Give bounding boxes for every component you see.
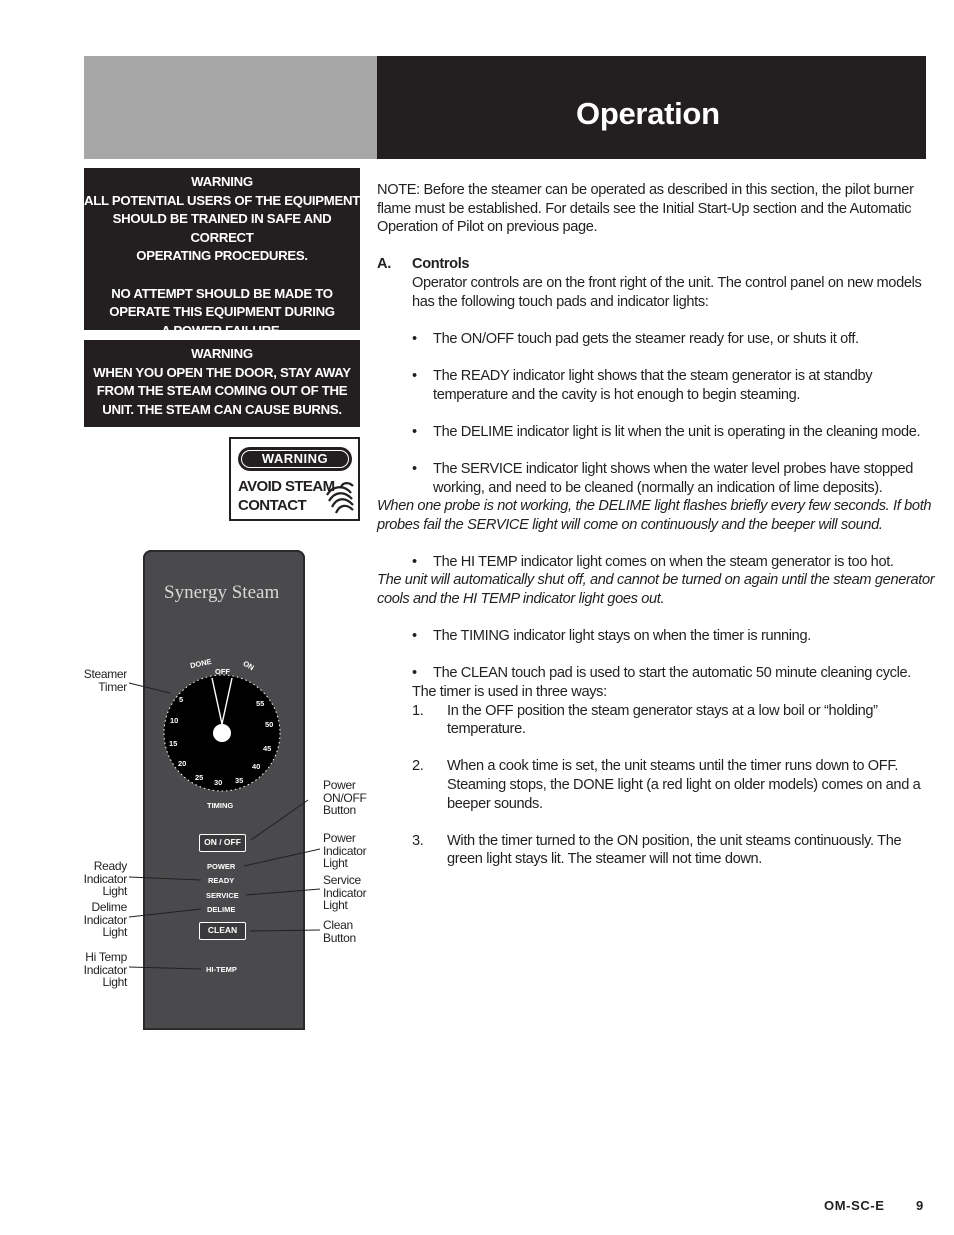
dial-number: 20 bbox=[178, 759, 187, 768]
dial-number: 15 bbox=[169, 739, 178, 748]
callout-line: Button bbox=[323, 930, 356, 945]
callout-line: Light bbox=[102, 925, 127, 939]
timer-intro: The timer is used in three ways: bbox=[412, 684, 607, 701]
footer-doc-id: OM-SC-E bbox=[824, 1198, 885, 1213]
step-text: When a cook time is set, the unit steams until the timer runs down to OFF. Steaming stops, the DONE light (a red light on older models) comes on and a beeper sounds. bbox=[447, 758, 921, 812]
dial-number: 35 bbox=[235, 776, 244, 785]
section-title: Controls bbox=[412, 256, 470, 273]
list-item-text: The SERVICE indicator light shows when the water level probes have stopped working, and need to be cleaned (normally an indication of lime deposits). bbox=[433, 460, 914, 496]
callout-line: Delime bbox=[91, 900, 127, 914]
warning-line: FROM THE STEAM COMING OUT OF THE bbox=[96, 383, 348, 399]
pilot-note: NOTE: Before the steamer can be operated as described in this section, the pilot burner flame must be established. For details see the Initial Start-Up section and the Automatic Operation of Pilot on previous page. bbox=[377, 182, 914, 236]
callout-line: Steamer bbox=[83, 667, 127, 681]
delime-indicator-light: DELIME bbox=[207, 905, 236, 914]
sign-header-text: WARNING bbox=[241, 450, 349, 468]
list-item: • The DELIME indicator light is lit when the unit is operating in the cleaning mode. bbox=[412, 423, 937, 442]
step-number: 2. bbox=[412, 758, 424, 775]
hi-temp-note: The unit will automatically shut off, and cannot be turned on again until the steam generator cools and the HI TEMP indicator light goes out. bbox=[377, 572, 935, 608]
brand-logo: Synergy Steam bbox=[164, 582, 280, 603]
warning-line: A POWER FAILURE. bbox=[161, 322, 283, 338]
numbered-item bbox=[412, 832, 937, 869]
callout-steamer-timer bbox=[66, 668, 127, 693]
callout-line: Indicator bbox=[83, 962, 127, 977]
dial-off-label: OFF bbox=[215, 667, 230, 676]
dial-number: 30 bbox=[214, 778, 223, 787]
callout-line: Light bbox=[102, 884, 127, 898]
page-title: Operation bbox=[576, 96, 720, 131]
callout-line: Indicator bbox=[323, 885, 367, 900]
section-intro: Operator controls are on the front right of the unit. The control panel on new models has the following touch pads and indicator lights: bbox=[412, 274, 922, 310]
step-text: In the OFF position the steam generator stays at a low boil or “holding” temperature. bbox=[447, 702, 878, 738]
list-item: • The CLEAN touch pad is used to start the automatic 50 minute cleaning cycle. bbox=[412, 664, 937, 683]
warning-line: SHOULD BE TRAINED IN SAFE AND CORRECT bbox=[112, 211, 332, 245]
warning-heading: WARNING bbox=[191, 174, 253, 189]
callout-power-light bbox=[323, 832, 377, 870]
callout-line: Clean bbox=[323, 918, 353, 932]
warning-line: ALL POTENTIAL USERS OF THE EQUIPMENT bbox=[84, 192, 360, 208]
callout-line: Service bbox=[323, 873, 361, 887]
list-item-text: The CLEAN touch pad is used to start the automatic 50 minute cleaning cycle. bbox=[433, 665, 911, 682]
dial-number: 55 bbox=[256, 699, 265, 708]
callout-line: Light bbox=[323, 898, 348, 912]
callout-line: Ready bbox=[93, 859, 127, 873]
dial-number: 50 bbox=[265, 720, 274, 729]
callout-service-light bbox=[323, 874, 377, 912]
callout-line: ON/OFF bbox=[323, 790, 367, 805]
callout-line: Timer bbox=[98, 679, 127, 694]
dial-number: 5 bbox=[179, 695, 184, 704]
sign-line: AVOID STEAM bbox=[238, 478, 335, 495]
callout-power-button bbox=[323, 779, 377, 817]
step-number: 3. bbox=[412, 832, 424, 849]
callout-line: Light bbox=[102, 975, 127, 989]
numbered-item bbox=[412, 702, 937, 739]
power-indicator-light: POWER bbox=[207, 862, 236, 871]
ready-indicator-light: READY bbox=[208, 876, 235, 885]
service-note: When one probe is not working, the DELIME light flashes briefly every few seconds. If both probes fail the SERVICE light will come on continuously and the beeper will sound. bbox=[377, 498, 932, 533]
warning-line: OPERATING PROCEDURES. bbox=[136, 248, 308, 264]
warning-line: OPERATE THIS EQUIPMENT DURING bbox=[109, 304, 335, 320]
dial-number: 45 bbox=[263, 744, 272, 753]
numbered-item bbox=[412, 757, 937, 813]
list-item: • The ON/OFF touch pad gets the steamer ready for use, or shuts it off. bbox=[412, 330, 937, 349]
service-indicator-light: SERVICE bbox=[206, 891, 239, 900]
warning-heading: WARNING bbox=[191, 346, 253, 361]
dial-number: 40 bbox=[252, 762, 261, 771]
callout-clean-button bbox=[323, 919, 377, 944]
callout-line: Button bbox=[323, 803, 356, 817]
list-item-text: The DELIME indicator light is lit when the unit is operating in the cleaning mode. bbox=[433, 423, 921, 440]
warning-line: WHEN YOU OPEN THE DOOR, STAY AWAY bbox=[93, 364, 351, 380]
callout-line: Power bbox=[323, 778, 356, 792]
section-letter: A. bbox=[377, 256, 391, 273]
dial-on-label: ON bbox=[241, 658, 256, 673]
callout-delime-light bbox=[66, 901, 127, 939]
list-item-text: The ON/OFF touch pad gets the steamer ready for use, or shuts it off. bbox=[433, 330, 859, 347]
hi-temp-indicator-light: HI-TEMP bbox=[206, 965, 237, 974]
sign-line: CONTACT bbox=[238, 497, 307, 514]
clean-button[interactable]: CLEAN bbox=[199, 922, 246, 940]
list-item-text: The READY indicator light shows that the steam generator is at standby temperature and the cavity is hot enough to begin steaming. bbox=[433, 367, 873, 403]
warning-line: UNIT. THE STEAM CAN CAUSE BURNS. bbox=[102, 401, 342, 417]
timing-indicator-light: TIMING bbox=[207, 801, 234, 810]
body-text bbox=[377, 181, 937, 869]
dial-done-label: DONE bbox=[189, 656, 213, 671]
list-item-text: The HI TEMP indicator light comes on when the steam generator is too hot. bbox=[433, 553, 894, 570]
section-controls-heading bbox=[377, 255, 937, 274]
dial-number: 10 bbox=[170, 716, 179, 725]
warning-line: NO ATTEMPT SHOULD BE MADE TO bbox=[111, 285, 333, 301]
step-number: 1. bbox=[412, 702, 424, 719]
callout-line: Light bbox=[323, 856, 348, 870]
callout-line: Hi Temp bbox=[85, 950, 127, 964]
footer-page-number: 9 bbox=[916, 1198, 924, 1213]
on-off-button[interactable]: ON / OFF bbox=[199, 834, 246, 852]
callout-line: Indicator bbox=[323, 843, 367, 858]
callout-line: Indicator bbox=[83, 912, 127, 927]
step-text: With the timer turned to the ON position, the unit steams continuously. The green light stays lit. The steamer will not time down. bbox=[447, 832, 902, 868]
dial-number: 25 bbox=[195, 773, 204, 782]
callout-ready-light bbox=[66, 860, 127, 898]
callout-line: Power bbox=[323, 831, 356, 845]
list-item: • The HI TEMP indicator light comes on when the steam generator is too hot. bbox=[412, 553, 937, 572]
callout-line: Indicator bbox=[83, 871, 127, 886]
list-item: • The READY indicator light shows that the steam generator is at standby temperature and the cavity is hot enough to begin steaming. bbox=[412, 367, 937, 404]
list-item: • The SERVICE indicator light shows when the water level probes have stopped working, and need to be cleaned (normally an indication of lime deposits). bbox=[412, 460, 937, 497]
callout-hi-temp-light bbox=[66, 951, 127, 989]
list-item-text: The TIMING indicator light stays on when the timer is running. bbox=[433, 628, 811, 645]
list-item: • The TIMING indicator light stays on when the timer is running. bbox=[412, 627, 937, 646]
